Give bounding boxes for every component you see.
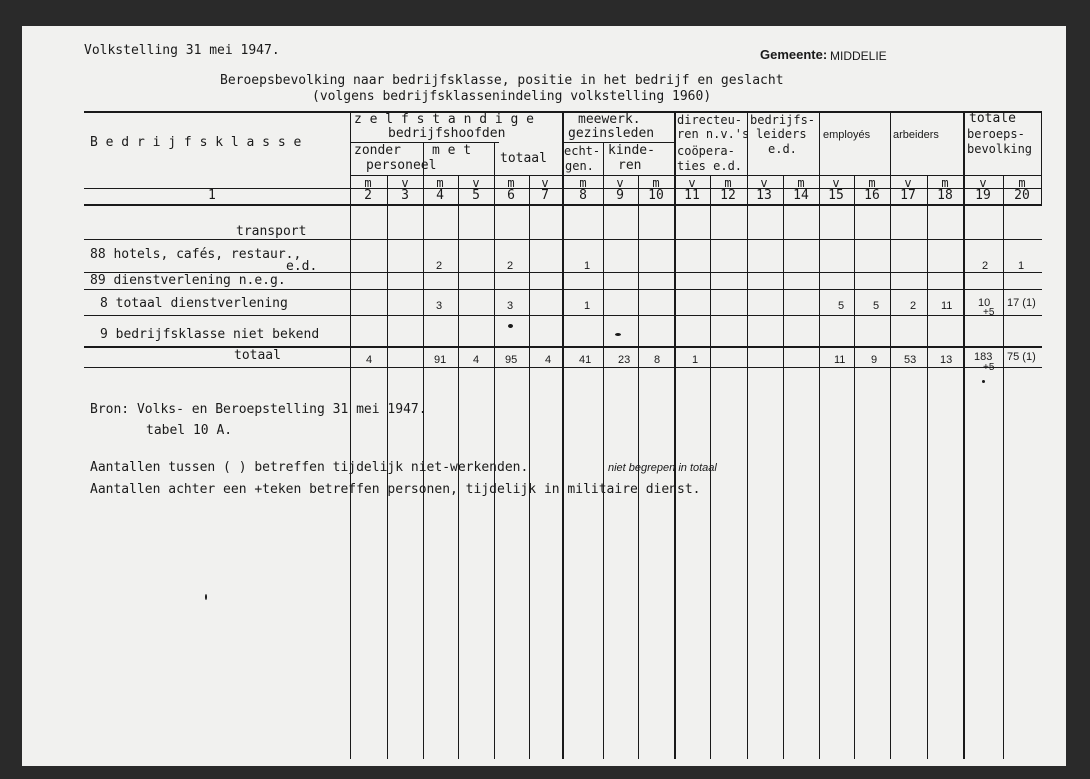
cell-hotels-c8: 1 bbox=[584, 260, 591, 272]
source-line-1: Bron: Volks- en Beroepstelling 31 mei 1947. bbox=[90, 402, 427, 417]
header-employes: employés bbox=[823, 129, 871, 141]
row-totaal-label: totaal bbox=[234, 348, 281, 363]
sex-label: m bbox=[652, 176, 660, 190]
sex-label: v bbox=[616, 176, 624, 190]
source-line-2: tabel 10 A. bbox=[146, 423, 233, 438]
cell-tot-c9: 23 bbox=[618, 354, 631, 366]
sub-line-18 bbox=[927, 175, 928, 759]
header-bedrijfsleiders-2: leiders bbox=[756, 127, 807, 141]
header-zonder: zonder bbox=[354, 143, 401, 158]
column-number: 4 bbox=[436, 188, 444, 203]
sex-label: v bbox=[401, 176, 409, 190]
column-number: 8 bbox=[579, 188, 587, 203]
cell-td-c17: 2 bbox=[910, 300, 917, 312]
sex-label: m bbox=[364, 176, 372, 190]
cell-hotels-c6: 2 bbox=[507, 260, 514, 272]
sex-label: v bbox=[472, 176, 480, 190]
cell-tot-c20: 75 (1) bbox=[1007, 351, 1036, 363]
header-bedrijfsleiders-1: bedrijfs- bbox=[750, 113, 816, 127]
column-number: 10 bbox=[648, 188, 664, 203]
column-number: 18 bbox=[937, 188, 953, 203]
header-bedrijfshoofden: bedrijfshoofden bbox=[388, 126, 506, 141]
sex-label: m bbox=[868, 176, 876, 190]
header-personeel: personeel bbox=[366, 158, 437, 173]
table-title: Beroepsbevolking naar bedrijfsklasse, positie in het bedrijf en geslacht bbox=[220, 73, 784, 88]
cell-tot-c5: 4 bbox=[473, 354, 480, 366]
header-totale-1: totale bbox=[969, 111, 1016, 126]
sub-line-6 bbox=[494, 142, 495, 759]
ink-mark bbox=[508, 324, 513, 328]
column-number: 7 bbox=[541, 188, 549, 203]
cell-tot-c16: 9 bbox=[871, 354, 878, 366]
census-title: Volkstelling 31 mei 1947. bbox=[84, 43, 280, 58]
ink-mark bbox=[205, 594, 207, 600]
sex-label: v bbox=[904, 176, 912, 190]
header-echtgen-2: gen. bbox=[565, 159, 594, 173]
cell-tot-c17: 53 bbox=[904, 354, 917, 366]
cell-tot-c4: 91 bbox=[434, 354, 447, 366]
sex-label: m bbox=[941, 176, 949, 190]
sex-label: m bbox=[797, 176, 805, 190]
column-number: 12 bbox=[720, 188, 736, 203]
cell-td-c19-plus: +5 bbox=[983, 307, 995, 318]
header-bedrijfsleiders-3: e.d. bbox=[768, 142, 797, 156]
header-meewerk: meewerk. bbox=[578, 112, 641, 127]
sex-label: v bbox=[760, 176, 768, 190]
cell-tot-c11: 1 bbox=[692, 354, 699, 366]
cell-tot-c15: 11 bbox=[834, 354, 846, 366]
cell-tot-c19: 183 bbox=[974, 351, 993, 363]
row-transport: transport bbox=[236, 224, 307, 239]
sex-label: m bbox=[507, 176, 515, 190]
col-line-right bbox=[1041, 111, 1042, 206]
header-arbeiders: arbeiders bbox=[893, 129, 939, 141]
row-hotels-label-2: e.d. bbox=[286, 259, 318, 274]
column-number: 11 bbox=[684, 188, 700, 203]
sub-line-7 bbox=[529, 175, 530, 759]
col-line-directeuren bbox=[674, 111, 676, 759]
municipality-value: MIDDELIE bbox=[830, 49, 887, 63]
header-kinderen-2: ren bbox=[618, 158, 642, 173]
header-totale-3: bevolking bbox=[967, 142, 1033, 156]
table-subtitle: (volgens bedrijfsklassenindeling volkstelling 1960) bbox=[312, 89, 712, 104]
cell-td-c18: 11 bbox=[941, 300, 953, 312]
note-1: Aantallen tussen ( ) betreffen tijdelijk niet-werkenden. bbox=[90, 460, 529, 475]
header-totaal: totaal bbox=[500, 151, 547, 166]
note-1-handwritten: niet begrepen in totaal bbox=[608, 462, 717, 474]
column-number: 5 bbox=[472, 188, 480, 203]
ink-mark bbox=[615, 333, 621, 336]
cell-hotels-c4: 2 bbox=[436, 260, 443, 272]
col-line-meewerk bbox=[562, 111, 564, 759]
cell-td-c4: 3 bbox=[436, 300, 443, 312]
cell-td-c6: 3 bbox=[507, 300, 514, 312]
cell-td-c8: 1 bbox=[584, 300, 591, 312]
sub-line-9 bbox=[603, 142, 604, 759]
column-number-1: 1 bbox=[208, 188, 216, 203]
row-dienstverlening-label: 89 dienstverlening n.e.g. bbox=[90, 273, 286, 288]
cell-tot-c7: 4 bbox=[545, 354, 552, 366]
cell-td-c20: 17 (1) bbox=[1007, 297, 1036, 309]
municipality-label: Gemeente: bbox=[760, 47, 828, 62]
row-hotels-label-1: 88 hotels, cafés, restaur., bbox=[90, 247, 302, 262]
sex-label: v bbox=[541, 176, 549, 190]
cell-hotels-c20: 1 bbox=[1018, 260, 1025, 272]
sex-label: m bbox=[579, 176, 587, 190]
col-line-totale bbox=[963, 111, 965, 759]
cell-tot-c8: 41 bbox=[579, 354, 592, 366]
cell-hotels-c19: 2 bbox=[982, 260, 989, 272]
header-met: m e t bbox=[432, 143, 472, 158]
cell-tot-c18: 13 bbox=[940, 354, 953, 366]
cell-td-c15: 5 bbox=[838, 300, 845, 312]
sex-label: m bbox=[436, 176, 444, 190]
column-number: 3 bbox=[401, 188, 409, 203]
column-number: 17 bbox=[900, 188, 916, 203]
column-number: 14 bbox=[793, 188, 809, 203]
sex-label: v bbox=[979, 176, 987, 190]
census-sheet bbox=[22, 26, 1066, 766]
sex-label: m bbox=[1018, 176, 1026, 190]
column-number: 15 bbox=[828, 188, 844, 203]
header-directeuren-2: ren n.v.'s bbox=[677, 127, 750, 141]
sub-line-16 bbox=[854, 175, 855, 759]
col-line-bedrijfsleiders bbox=[747, 111, 748, 759]
cell-td-c16: 5 bbox=[873, 300, 880, 312]
column-number: 9 bbox=[616, 188, 624, 203]
cell-td-c19: 10 bbox=[978, 297, 991, 309]
header-directeuren-1: directeu- bbox=[677, 113, 743, 127]
header-kinderen-1: kinde- bbox=[608, 143, 655, 158]
header-zelfstandige: z e l f s t a n d i g e bbox=[354, 112, 535, 127]
column-number: 2 bbox=[364, 188, 372, 203]
sub-line-14 bbox=[783, 175, 784, 759]
header-echtgen-1: echt- bbox=[564, 144, 601, 158]
col-line-employes bbox=[819, 111, 820, 759]
col-line-arbeiders bbox=[890, 111, 891, 759]
header-gezinsleden: gezinsleden bbox=[568, 126, 655, 141]
sex-label: v bbox=[832, 176, 840, 190]
column-number: 6 bbox=[507, 188, 515, 203]
cell-tot-c2: 4 bbox=[366, 354, 373, 366]
sex-label: m bbox=[724, 176, 732, 190]
header-totale-2: beroeps- bbox=[967, 127, 1025, 141]
sub-line-20 bbox=[1003, 175, 1004, 759]
ink-mark bbox=[982, 380, 985, 383]
column-number: 16 bbox=[864, 188, 880, 203]
col-line-1 bbox=[350, 111, 351, 759]
sub-line-4 bbox=[423, 142, 424, 759]
header-bedrijfsklasse: B e d r i j f s k l a s s e bbox=[90, 135, 302, 150]
header-directeuren-3: coöpera- bbox=[677, 144, 735, 158]
note-2: Aantallen achter een +teken betreffen personen, tijdelijk in militaire dienst. bbox=[90, 482, 701, 497]
cell-tot-c6: 95 bbox=[505, 354, 518, 366]
header-directeuren-4: ties e.d. bbox=[677, 159, 743, 173]
cell-tot-c10: 8 bbox=[654, 354, 661, 366]
sex-label: v bbox=[688, 176, 696, 190]
column-number: 13 bbox=[756, 188, 772, 203]
column-number: 19 bbox=[975, 188, 991, 203]
cell-tot-c19-plus: +5 bbox=[983, 362, 995, 373]
row-niet-bekend-label: 9 bedrijfsklasse niet bekend bbox=[100, 327, 320, 342]
column-number: 20 bbox=[1014, 188, 1030, 203]
row-totaal-dienst-label: 8 totaal dienstverlening bbox=[100, 296, 288, 311]
